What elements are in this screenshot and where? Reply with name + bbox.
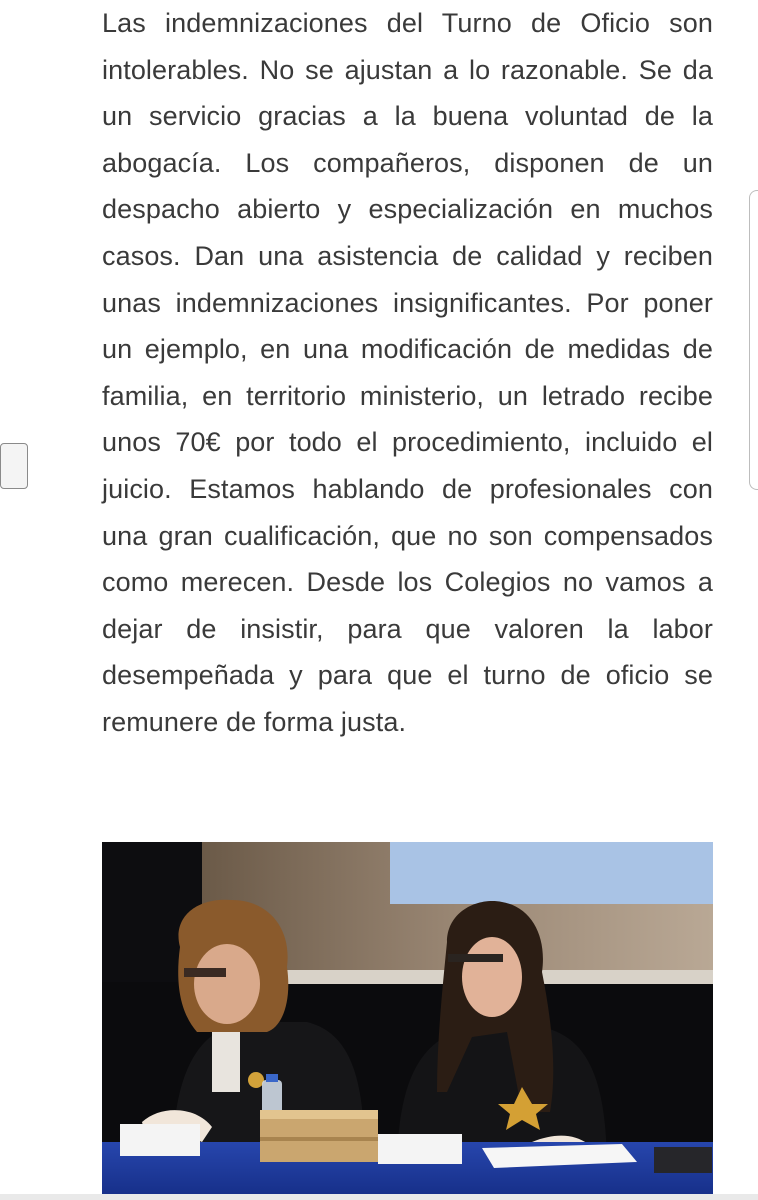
photo-illustration: [102, 842, 713, 1194]
article-photo: [102, 842, 713, 1194]
scrollbar-edge[interactable]: [749, 190, 758, 490]
article-paragraph: Las indemnizaciones del Turno de Oficio son intolerables. No se ajustan a lo razonable. Se da un servicio gracias a la buena voluntad de la abogacía. Los compañeros, disponen de un despacho abierto y especialización en muchos casos. Dan una asistencia de calidad y reciben unas indemnizaciones insignificantes. Por poner un ejemplo, en una modificación de medidas de familia, en territorio ministerio, un letrado recibe unos 70€ por todo el procedimiento, incluido el juicio. Estamos hablando de profesionales con una gran cualificación, que no son compensados como merecen. Desde los Colegios no vamos a dejar de insistir, para que valoren la labor desempeñada y para que el turno de oficio se remunere de forma justa.: [102, 8, 713, 737]
side-panel-handle[interactable]: [0, 443, 28, 489]
bottom-edge: [0, 1194, 758, 1200]
